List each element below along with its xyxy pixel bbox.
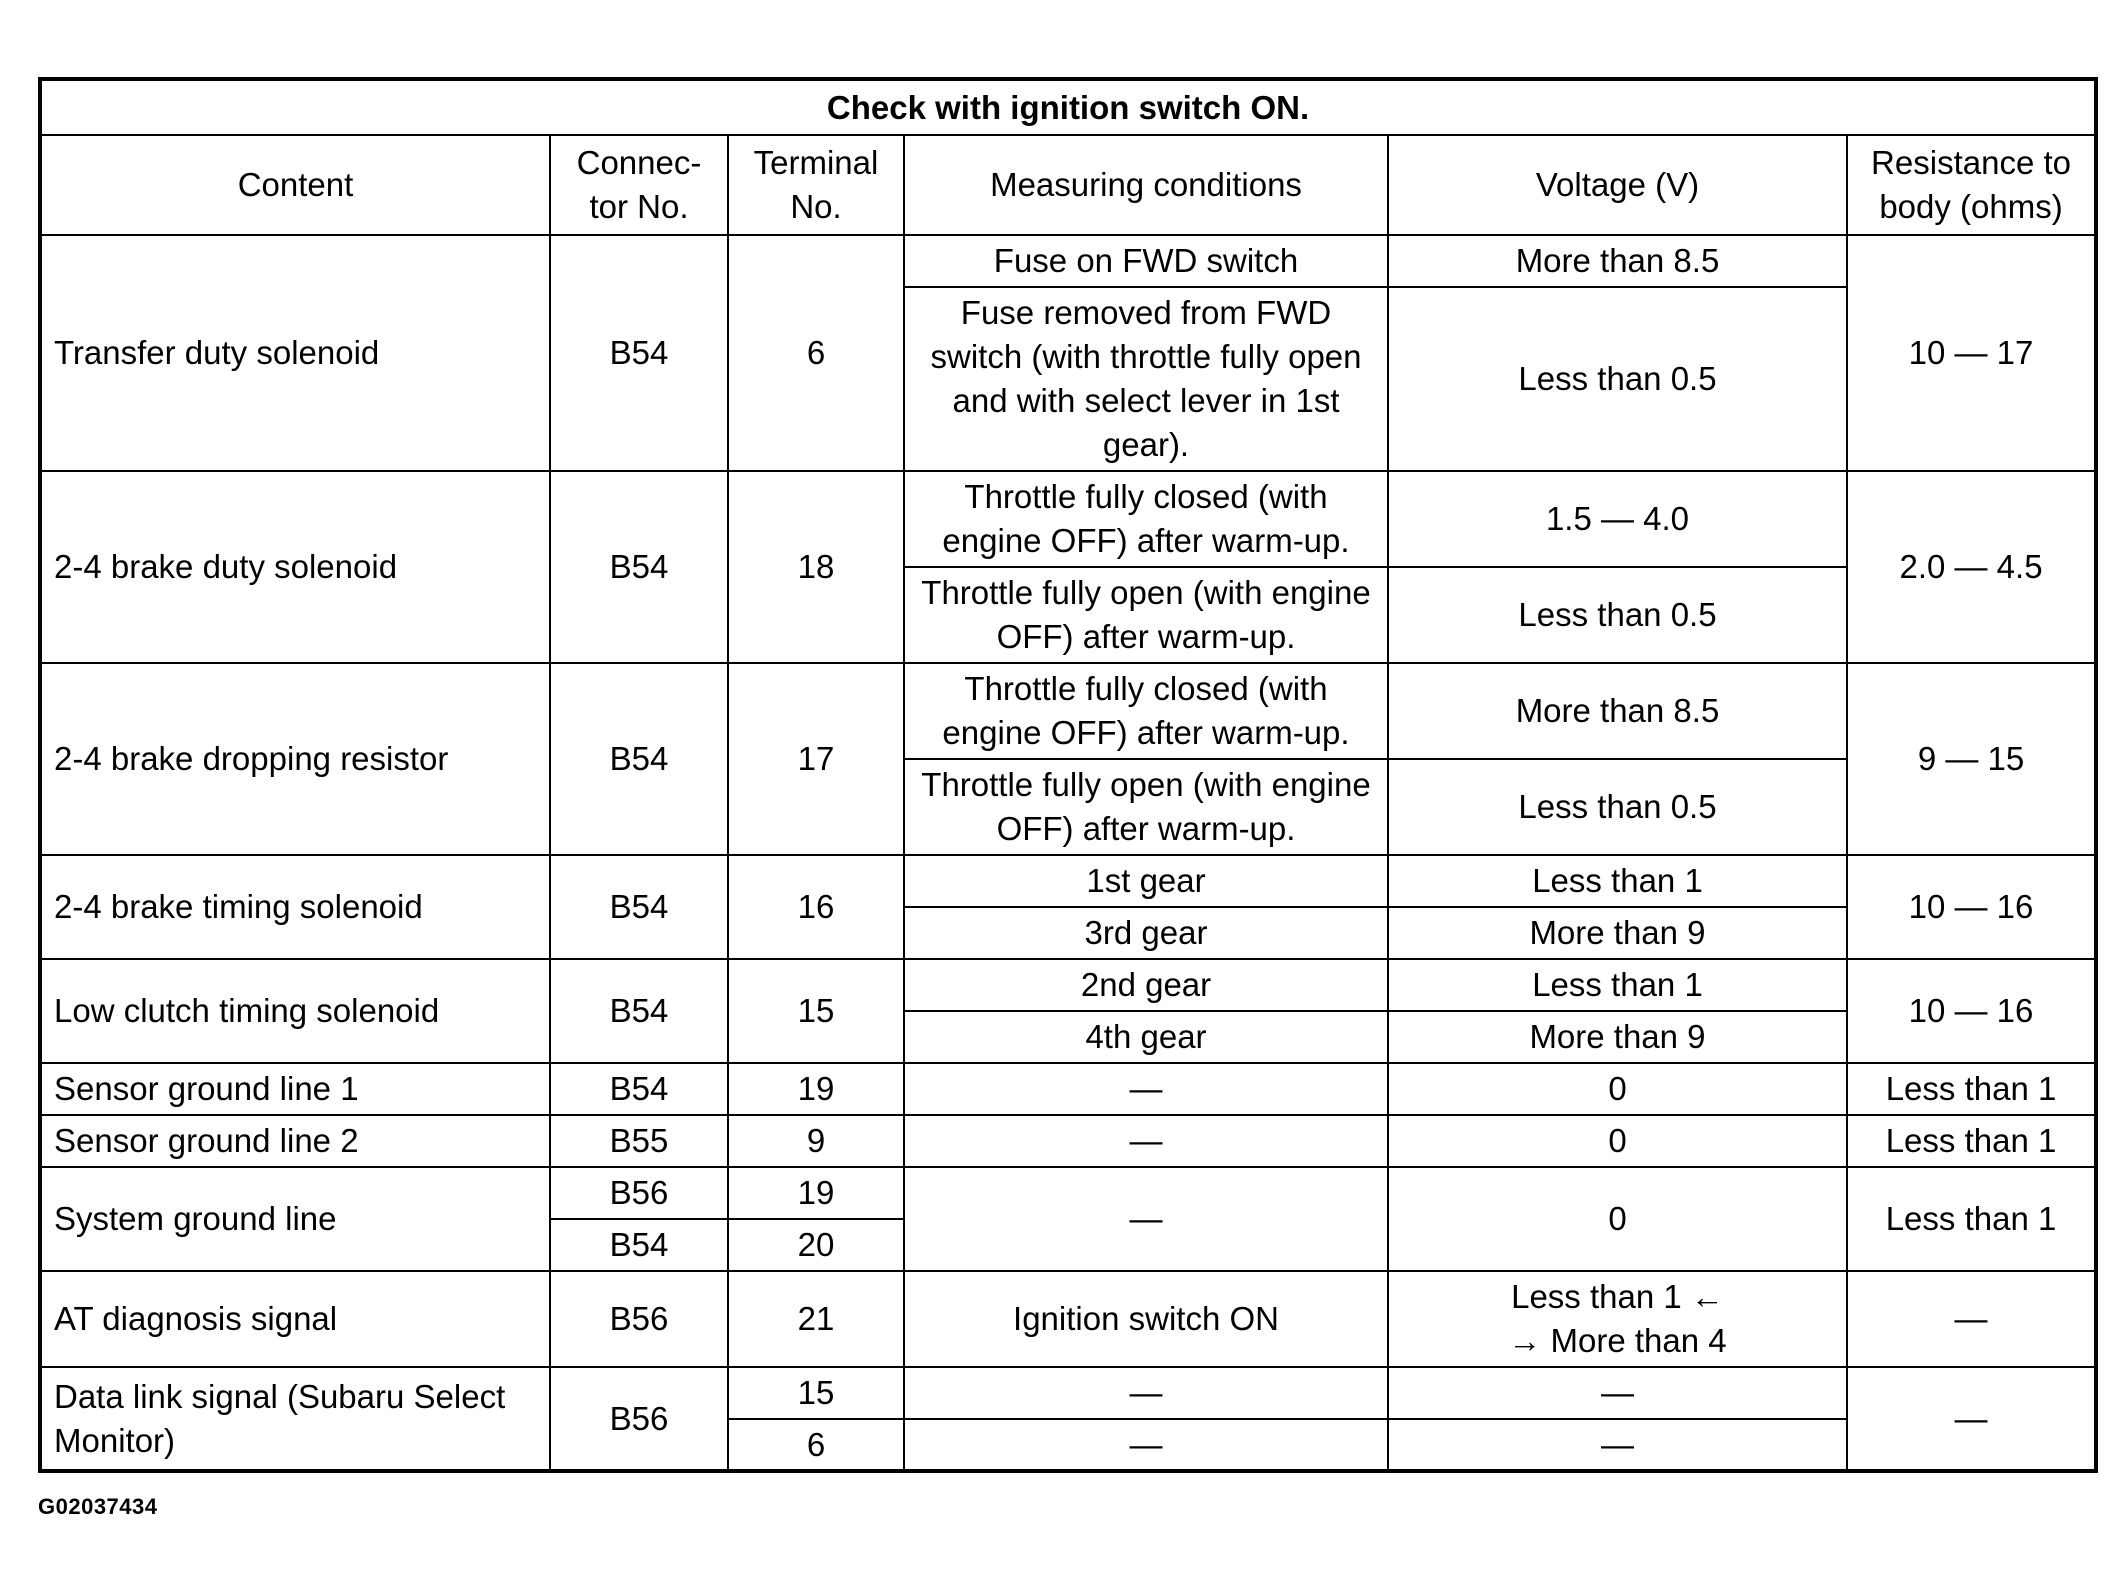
table-row [40,959,2096,1011]
cell-content: Data link signal (Subaru Select Monitor) [40,1367,550,1471]
cell-resistance: Less than 1 [1847,1063,2096,1115]
cell-voltage: — [1388,1419,1847,1471]
table-row [40,1167,2096,1219]
cell-terminal: 19 [728,1063,904,1115]
cell-connector: B54 [550,663,728,855]
cell-resistance: Less than 1 [1847,1115,2096,1167]
cell-condition: Fuse removed from FWD switch (with throttle fully open and with select lever in 1st gear). [904,287,1388,471]
cell-resistance: 10 — 16 [1847,959,2096,1063]
cell-content: 2-4 brake timing solenoid [40,855,550,959]
cell-voltage: — [1388,1367,1847,1419]
table-row [40,855,2096,907]
header-conditions: Measuring conditions [904,135,1388,235]
cell-terminal: 16 [728,855,904,959]
cell-voltage: More than 9 [1388,1011,1847,1063]
cell-resistance: Less than 1 [1847,1167,2096,1271]
cell-condition: Throttle fully closed (with engine OFF) after warm-up. [904,663,1388,759]
cell-terminal: 6 [728,235,904,471]
cell-voltage: Less than 0.5 [1388,567,1847,663]
cell-condition: — [904,1167,1388,1271]
cell-connector: B54 [550,1063,728,1115]
cell-voltage: More than 8.5 [1388,235,1847,287]
cell-condition: Ignition switch ON [904,1271,1388,1367]
cell-condition: 4th gear [904,1011,1388,1063]
cell-resistance: 10 — 16 [1847,855,2096,959]
cell-resistance: 10 — 17 [1847,235,2096,471]
cell-voltage: 0 [1388,1167,1847,1271]
cell-connector: B56 [550,1167,728,1219]
header-connector: Connec- tor No. [550,135,728,235]
cell-condition: Throttle fully open (with engine OFF) after warm-up. [904,567,1388,663]
cell-condition: — [904,1419,1388,1471]
cell-terminal: 21 [728,1271,904,1367]
cell-voltage: Less than 0.5 [1388,759,1847,855]
cell-condition: Fuse on FWD switch [904,235,1388,287]
cell-condition: — [904,1063,1388,1115]
cell-condition: — [904,1367,1388,1419]
cell-terminal: 18 [728,471,904,663]
cell-voltage: 0 [1388,1115,1847,1167]
cell-connector: B54 [550,235,728,471]
cell-voltage: Less than 1 ← → More than 4 [1388,1271,1847,1367]
table-row [40,1271,2096,1367]
cell-connector: B54 [550,855,728,959]
cell-resistance: 9 — 15 [1847,663,2096,855]
cell-terminal: 19 [728,1167,904,1219]
cell-voltage: More than 8.5 [1388,663,1847,759]
header-content: Content [40,135,550,235]
table-row [40,663,2096,759]
cell-content: 2-4 brake dropping resistor [40,663,550,855]
cell-connector: B54 [550,959,728,1063]
header-terminal: Terminal No. [728,135,904,235]
table-row [40,471,2096,567]
cell-resistance: 2.0 — 4.5 [1847,471,2096,663]
cell-connector: B54 [550,1219,728,1271]
cell-connector: B56 [550,1367,728,1471]
cell-terminal: 17 [728,663,904,855]
cell-terminal: 15 [728,959,904,1063]
cell-content: Sensor ground line 1 [40,1063,550,1115]
cell-terminal: 15 [728,1367,904,1419]
check-table [38,77,2098,1473]
cell-voltage: More than 9 [1388,907,1847,959]
table-row [40,235,2096,287]
cell-condition: Throttle fully open (with engine OFF) after warm-up. [904,759,1388,855]
cell-content: Transfer duty solenoid [40,235,550,471]
cell-voltage: 0 [1388,1063,1847,1115]
figure-id: G02037434 [38,1494,158,1519]
cell-connector: B56 [550,1271,728,1367]
cell-content: 2-4 brake duty solenoid [40,471,550,663]
cell-connector: B55 [550,1115,728,1167]
cell-voltage: Less than 0.5 [1388,287,1847,471]
cell-connector: B54 [550,471,728,663]
cell-resistance: — [1847,1367,2096,1471]
header-voltage: Voltage (V) [1388,135,1847,235]
cell-terminal: 6 [728,1419,904,1471]
cell-terminal: 20 [728,1219,904,1271]
cell-condition: 2nd gear [904,959,1388,1011]
cell-voltage: Less than 1 [1388,959,1847,1011]
header-resistance: Resistance to body (ohms) [1847,135,2096,235]
table-row [40,1063,2096,1115]
cell-content: Sensor ground line 2 [40,1115,550,1167]
cell-condition: 3rd gear [904,907,1388,959]
table-row [40,1115,2096,1167]
cell-content: Low clutch timing solenoid [40,959,550,1063]
table-title: Check with ignition switch ON. [40,79,2096,135]
cell-condition: 1st gear [904,855,1388,907]
cell-content: AT diagnosis signal [40,1271,550,1367]
cell-terminal: 9 [728,1115,904,1167]
cell-resistance: — [1847,1271,2096,1367]
cell-voltage: Less than 1 [1388,855,1847,907]
cell-condition: — [904,1115,1388,1167]
cell-condition: Throttle fully closed (with engine OFF) after warm-up. [904,471,1388,567]
table-row [40,1367,2096,1419]
cell-voltage: 1.5 — 4.0 [1388,471,1847,567]
cell-content: System ground line [40,1167,550,1271]
